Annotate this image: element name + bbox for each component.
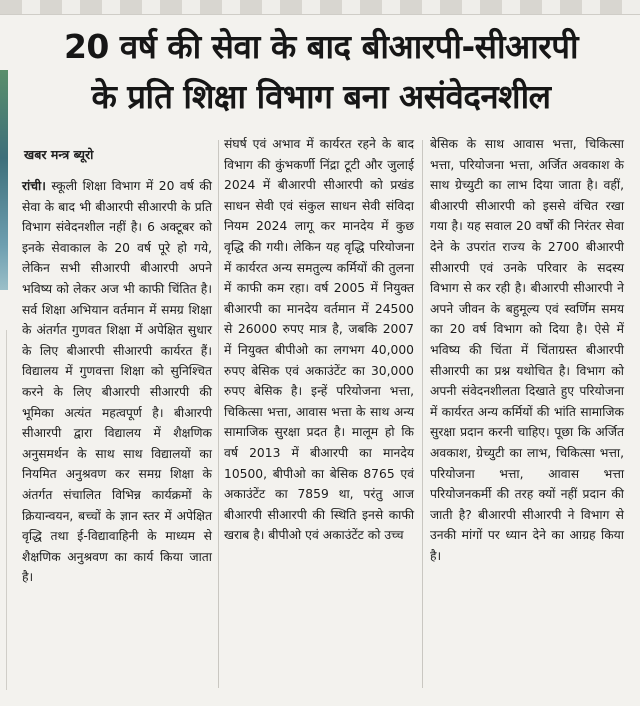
column-2-text: संघर्ष एवं अभाव में कार्यरत रहने के बाद विभाग की कुंभकर्णी निंद्रा टूटी और जुलाई 2024 में बीआरपी सीआरपी को प्रखंड साधन सेवी एवं संकुल साधन सेवी संविदा नियम 2024 लागू कर मानदेय में कुछ वृद्धि की गयी। लेकिन यह वृद्धि परियोजना में कार्यरत अन्य समतुल्य कर्मियों की तुलना में काफी कम रहा। वर्ष 2005 में नियुक्त बीआरपी का मानदेय वर्तमान में 24500 से 26000 रुपए मात्र है, जबकि 2007 में नियुक्त बीपीओ का लगभग 40,000 रुपए बेसिक एवं अकाउंटेंट का 30,000 रुपए बेसिक है। इन्हें परियोजना भत्ता, चिकित्सा भत्ता, आवास भत्ता के साथ अन्य सामाजिक सुरक्षा प्रदत है। मालूम हो कि वर्ष 2013 में बीआरपी का मानदेय 10500, बीपीओ का बेसिक 8765 एवं अकाउंटेंट का 7859 था, परंतु आज बीआरपी सीआरपी की स्थिति इनसे काफी खराब है। बीपीओ एवं अकाउंटेंट को उच्च [224,137,414,543]
byline: खबर मन्त्र ब्यूरो [24,147,94,162]
adjacent-article-strip [0,0,640,15]
article-headline [18,22,624,122]
article-column-3 [430,134,624,566]
article-column-1 [22,176,212,588]
dateline: रांची। [22,179,46,193]
column-3-text: बेसिक के साथ आवास भत्ता, चिकित्सा भत्ता, परियोजना भत्ता, अर्जित अवकाश के साथ ग्रेच्युटी का लाभ दिया जाता है। वहीं, बीआरपी सीआरपी को इससे वंचित रखा गया है। यह सवाल 20 वर्षों की निरंतर सेवा देने के उपरांत राज्य के 2700 बीआरपी सीआरपी एवं उनके परिवार के सदस्य विभाग से कर रही है। बीआरपी सीआरपी ने अपने जीवन के बहुमूल्य एवं स्वर्णिम समय का 20 वर्ष विभाग को दिया है। ऐसे में भविष्य की चिंता में चिंताग्रस्त बीआरपी सीआरपी का प्रश्न यथोचित है। विभाग को अपनी संवेदनशीलता दिखाते हुए परियोजना में कार्यरत अन्य कर्मियों की भांति सामाजिक सुरक्षा प्रदान करनी चाहिए। पूछा कि अर्जित अवकाश, ग्रेच्युटी का लाभ, चिकित्सा भत्ता, परियोजना भत्ता, आवास भत्ता परियोजनकर्मी की तरह क्यों नहीं प्रदान की जाती है? बीआरपी सीआरपी ने विभाग से उनकी मांगों पर ध्यान देने का आग्रह किया है। [430,137,624,563]
article-column-2 [224,134,414,546]
adjacent-photo-edge [0,70,8,290]
adjacent-column-edge [0,330,7,690]
column-1-text: स्कूली शिक्षा विभाग में 20 वर्ष की सेवा के बाद भी बीआरपी सीआरपी के प्रति विभाग संवेदनशील नहीं है। 6 अक्टूबर को इनके सेवाकाल के 20 वर्ष पूरे हो गये, लेकिन सभी सीआरपी बीआरपी अपने भविष्य को लेकर अज भी काफी चिंतित है। सर्व शिक्षा अभियान वर्तमान में समग्र शिक्षा के अंतर्गत गुणवत शिक्षा में अपेक्षित सुधार के लिए बीआरपी सीआरपी कार्यरत हैं। विद्यालय में गुणवत्ता शिक्षा को सुनिश्चित करने के लिए बीआरपी सीआरपी की भूमिका अत्यंत महत्वपूर्ण है। बीआरपी सीआरपी द्वारा विद्यालय में शैक्षणिक अनुसमर्थन के साथ साथ विद्यालयों का नियमित अनुश्रवण कर समग्र शिक्षा के अंतर्गत संचालित विभिन्न कार्यक्रमों के क्रियान्वयन, बच्चों के ज्ञान स्तर में अपेक्षित वृद्धि तथा ई-विद्यावाहिनी के माध्यम से शैक्षणिक अनुश्रवण का कार्य किया जाता है। [22,179,212,585]
column-divider [218,140,219,688]
headline-line-2: के प्रति शिक्षा विभाग बना असंवेदनशील [91,77,551,116]
headline-line-1: 20 वर्ष की सेवा के बाद बीआरपी-सीआरपी [63,27,579,66]
column-divider [422,140,423,688]
